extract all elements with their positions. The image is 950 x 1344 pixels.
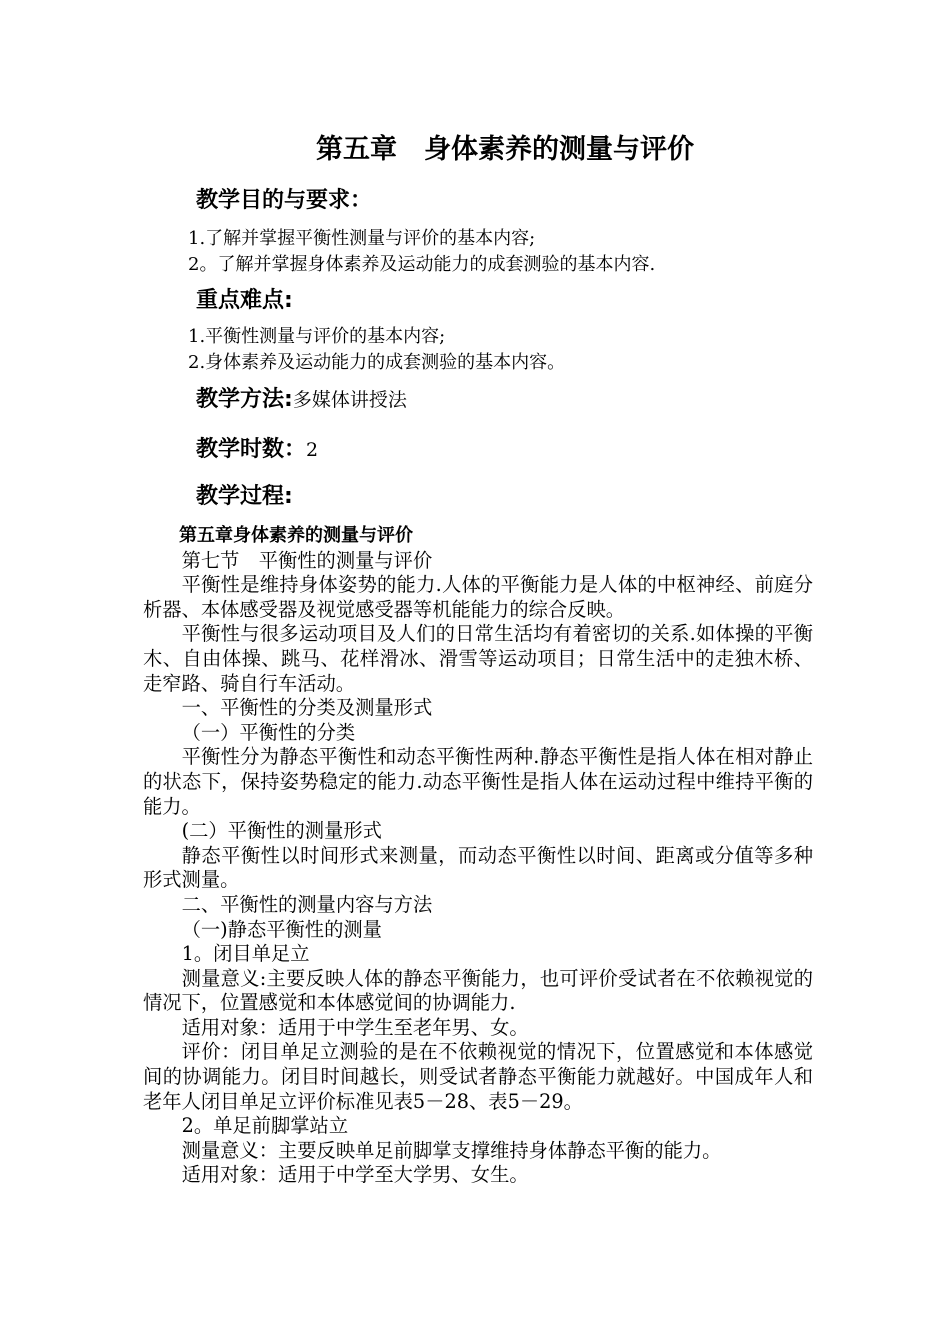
key-point-item: 1.平衡性测量与评价的基本内容; — [188, 326, 446, 347]
subsection-heading: 一、平衡性的分类及测量形式 — [181, 696, 433, 720]
chapter-title: 第五章 身体素养的测量与评价 — [316, 134, 694, 165]
subsection-heading: 二、平衡性的测量内容与方法 — [181, 892, 433, 916]
body-chapter-heading: 第五章身体素养的测量与评价 — [179, 525, 413, 546]
key-point-item: 2.身体素养及运动能力的成套测验的基本内容。 — [188, 352, 566, 373]
section-heading: 第七节 平衡性的测量与评价 — [181, 548, 433, 572]
paragraph: 测量意义:主要反映人体的静态平衡能力，也可评价受试者在不依赖视觉的情况下，位置感觉和本体感觉间的协调能力. — [143, 966, 813, 1015]
item-heading: 2。单足前脚掌站立 — [181, 1114, 349, 1138]
process-heading: 教学过程: — [196, 484, 293, 509]
subsection-heading: （一)静态平衡性的测量 — [181, 917, 382, 941]
paragraph: 测量意义：主要反映单足前脚掌支撑维持身体静态平衡的能力。 — [181, 1138, 722, 1162]
item-heading: 1。闭目单足立 — [181, 942, 310, 966]
key-points-list — [188, 324, 565, 376]
objective-item: 2。了解并掌握身体素养及运动能力的成套测验的基本内容. — [188, 254, 656, 275]
body-text — [143, 524, 813, 1188]
paragraph: 适用对象：适用于中学生至老年男、女。 — [181, 1015, 529, 1039]
paragraph: 静态平衡性以时间形式来测量，而动态平衡性以时间、距离或分值等多种形式测量。 — [143, 843, 813, 892]
objective-item: 1.了解并掌握平衡性测量与评价的基本内容; — [188, 228, 536, 249]
objectives-heading: 教学目的与要求： — [196, 188, 373, 213]
objectives-list — [188, 226, 655, 278]
subsection-heading: (二）平衡性的测量形式 — [181, 819, 382, 843]
subsection-heading: （一）平衡性的分类 — [181, 720, 356, 744]
teaching-method-value: 多媒体讲授法 — [292, 389, 407, 411]
paragraph: 适用对象：适用于中学至大学男、女生。 — [181, 1163, 529, 1187]
teaching-hours-value: 2 — [306, 439, 319, 461]
teaching-hours-label: 教学时数： — [196, 437, 307, 462]
teaching-hours — [196, 435, 318, 465]
key-points-heading: 重点难点: — [196, 288, 293, 313]
paragraph: 平衡性与很多运动项目及人们的日常生活均有着密切的关系.如体操的平衡木、自由体操、跳马、花样滑冰、滑雪等运动项目；日常生活中的走独木桥、走窄路、骑自行车活动。 — [143, 622, 813, 695]
teaching-method-label: 教学方法: — [196, 387, 293, 412]
paragraph: 评价：闭目单足立测验的是在不依赖视觉的情况下，位置感觉和本体感觉间的协调能力。闭目时间越长，则受试者静态平衡能力就越好。中国成年人和老年人闭目单足立评价标准见表5－28、表5－29。 — [143, 1040, 813, 1113]
teaching-method — [196, 385, 407, 415]
paragraph: 平衡性是维持身体姿势的能力.人体的平衡能力是人体的中枢神经、前庭分析器、本体感受器及视觉感受器等机能能力的综合反映。 — [143, 573, 813, 621]
paragraph: 平衡性分为静态平衡性和动态平衡性两种.静态平衡性是指人体在相对静止的状态下，保持姿势稳定的能力.动态平衡性是指人体在运动过程中维持平衡的能力。 — [143, 745, 813, 818]
